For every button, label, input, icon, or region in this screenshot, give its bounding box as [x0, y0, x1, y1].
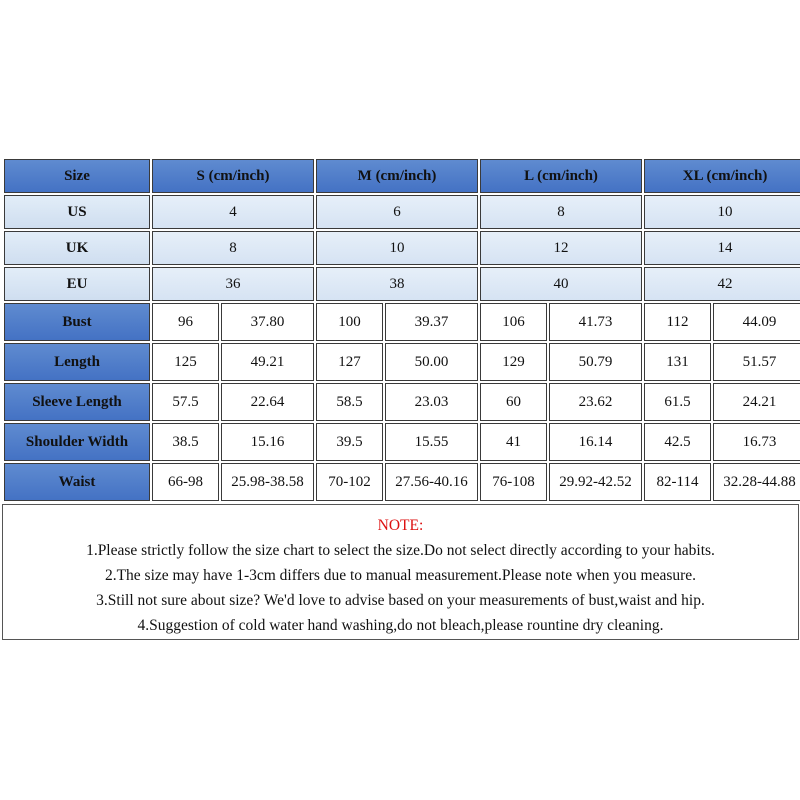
row-label: Waist: [4, 463, 150, 501]
table-cell: 57.5: [152, 383, 219, 421]
row-label: EU: [4, 267, 150, 301]
table-cell: 42.5: [644, 423, 711, 461]
header-m: M (cm/inch): [316, 159, 478, 193]
table-cell: 23.62: [549, 383, 642, 421]
table-cell: 96: [152, 303, 219, 341]
table-cell: 112: [644, 303, 711, 341]
table-cell: 4: [152, 195, 314, 229]
conversion-row-us: [4, 195, 800, 229]
table-cell: 38: [316, 267, 478, 301]
table-cell: 10: [316, 231, 478, 265]
table-cell: 6: [316, 195, 478, 229]
table-cell: 15.55: [385, 423, 478, 461]
note-line: 3.Still not sure about size? We'd love to advise based on your measurements of bust,waist and hip.: [96, 592, 705, 609]
table-cell: 76-108: [480, 463, 547, 501]
table-cell: 27.56-40.16: [385, 463, 478, 501]
header-s: S (cm/inch): [152, 159, 314, 193]
table-cell: 22.64: [221, 383, 314, 421]
row-label: Sleeve Length: [4, 383, 150, 421]
row-label: Length: [4, 343, 150, 381]
table-cell: 16.14: [549, 423, 642, 461]
table-cell: 58.5: [316, 383, 383, 421]
table-cell: 66-98: [152, 463, 219, 501]
note-title: NOTE:: [377, 517, 424, 534]
table-cell: 23.03: [385, 383, 478, 421]
table-cell: 25.98-38.58: [221, 463, 314, 501]
table-cell: 8: [152, 231, 314, 265]
row-label: UK: [4, 231, 150, 265]
table-cell: 82-114: [644, 463, 711, 501]
header-row: [4, 159, 800, 193]
table-cell: 15.16: [221, 423, 314, 461]
note-line: 1.Please strictly follow the size chart to select the size.Do not select directly according to your habits.: [86, 542, 715, 559]
table-cell: 131: [644, 343, 711, 381]
table-cell: 100: [316, 303, 383, 341]
table-cell: 16.73: [713, 423, 800, 461]
table-cell: 50.79: [549, 343, 642, 381]
table-cell: 12: [480, 231, 642, 265]
size-chart: [2, 157, 799, 640]
table-cell: 42: [644, 267, 800, 301]
measurement-row-length: [4, 343, 800, 381]
table-cell: 39.5: [316, 423, 383, 461]
row-label: US: [4, 195, 150, 229]
table-cell: 39.37: [385, 303, 478, 341]
measurement-row-bust: [4, 303, 800, 341]
table-cell: 36: [152, 267, 314, 301]
table-cell: 24.21: [713, 383, 800, 421]
table-cell: 29.92-42.52: [549, 463, 642, 501]
table-cell: 61.5: [644, 383, 711, 421]
table-cell: 51.57: [713, 343, 800, 381]
table-cell: 8: [480, 195, 642, 229]
table-cell: 70-102: [316, 463, 383, 501]
table-cell: 127: [316, 343, 383, 381]
measurement-row-sleeve-length: [4, 383, 800, 421]
table-cell: 60: [480, 383, 547, 421]
table-cell: 44.09: [713, 303, 800, 341]
measurement-row-waist: [4, 463, 800, 501]
row-label: Shoulder Width: [4, 423, 150, 461]
conversion-row-uk: [4, 231, 800, 265]
table-cell: 106: [480, 303, 547, 341]
header-xl: XL (cm/inch): [644, 159, 800, 193]
table-cell: 129: [480, 343, 547, 381]
table-cell: 41: [480, 423, 547, 461]
table-cell: 38.5: [152, 423, 219, 461]
note-line: 2.The size may have 1-3cm differs due to manual measurement.Please note when you measure.: [104, 567, 697, 584]
row-label: Bust: [4, 303, 150, 341]
notes-box: [2, 504, 799, 640]
table-cell: 14: [644, 231, 800, 265]
conversion-row-eu: [4, 267, 800, 301]
table-cell: 32.28-44.88: [713, 463, 800, 501]
table-cell: 37.80: [221, 303, 314, 341]
header-l: L (cm/inch): [480, 159, 642, 193]
note-line: 4.Suggestion of cold water hand washing,do not bleach,please rountine dry cleaning.: [137, 617, 664, 634]
table-cell: 10: [644, 195, 800, 229]
table-cell: 49.21: [221, 343, 314, 381]
size-table: [2, 157, 800, 503]
table-cell: 41.73: [549, 303, 642, 341]
header-size: Size: [4, 159, 150, 193]
table-cell: 40: [480, 267, 642, 301]
table-cell: 50.00: [385, 343, 478, 381]
table-cell: 125: [152, 343, 219, 381]
measurement-row-shoulder-width: [4, 423, 800, 461]
